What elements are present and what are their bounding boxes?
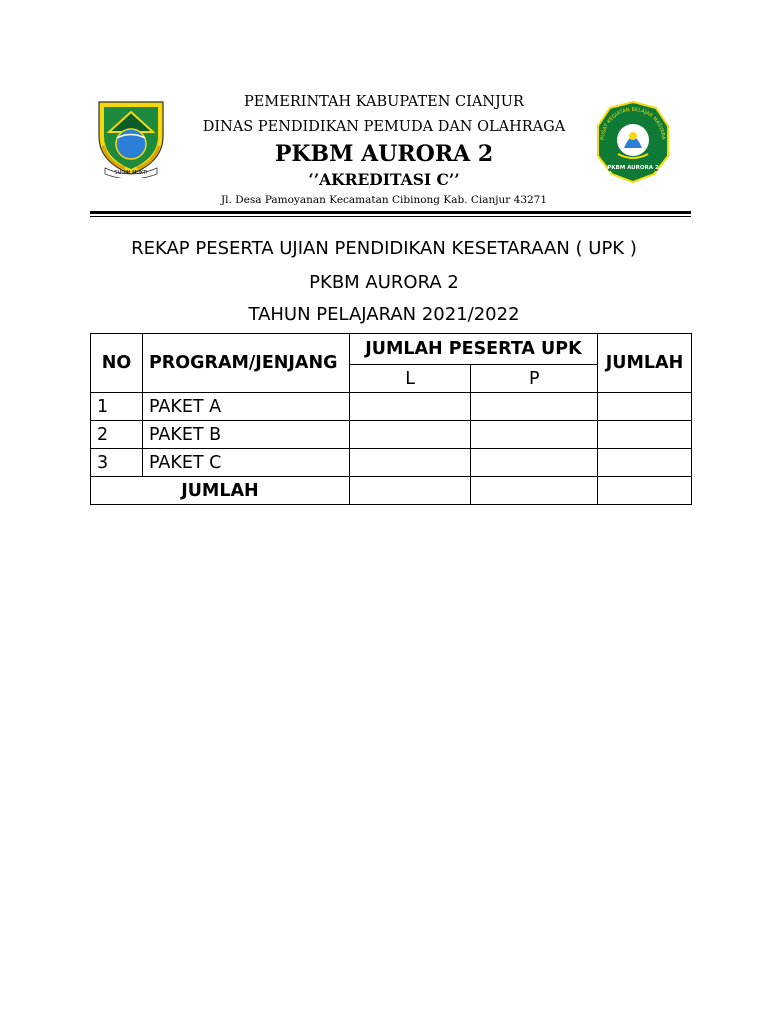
footer-female	[471, 477, 598, 505]
department-name: DINAS PENDIDIKAN PEMUDA DAN OLAHRAGA	[202, 119, 566, 135]
header-female: P	[471, 365, 598, 393]
row-program: PAKET B	[142, 421, 349, 449]
letterhead-rule-thick	[90, 211, 691, 214]
row-total	[597, 449, 691, 477]
academic-year: TAHUN PELAJARAN 2021/2022	[248, 304, 520, 325]
header-no: NO	[91, 334, 143, 393]
emblem-arc-text: PUSAT KEGIATAN BELAJAR MASYARA	[599, 106, 667, 141]
pkbm-aurora-emblem-icon	[594, 100, 672, 184]
institution-name: PKBM AURORA 2	[274, 141, 494, 167]
footer-label: JUMLAH	[91, 477, 350, 505]
table-header-row	[91, 334, 692, 365]
table-footer-row	[91, 477, 692, 505]
row-male	[349, 393, 471, 421]
row-no: 1	[91, 393, 143, 421]
row-male	[349, 421, 471, 449]
institution-address: Jl. Desa Pamoyanan Kecamatan Cibinong Kab. Cianjur 43271	[220, 194, 548, 206]
table-row	[91, 449, 692, 477]
document-title: REKAP PESERTA UJIAN PENDIDIKAN KESETARAAN ( UPK )	[131, 238, 637, 259]
cianjur-regency-emblem-icon	[95, 98, 167, 178]
table-row	[91, 393, 692, 421]
row-no: 3	[91, 449, 143, 477]
letterhead-rule-thin	[90, 216, 691, 217]
footer-total	[597, 477, 691, 505]
recap-table	[90, 333, 692, 505]
accreditation-status: ‘’AKREDITASI C’’	[308, 170, 460, 189]
row-female	[471, 421, 598, 449]
emblem-name: PKBM AURORA 2	[607, 165, 659, 171]
table-row	[91, 421, 692, 449]
row-female	[471, 449, 598, 477]
row-total	[597, 393, 691, 421]
row-no: 2	[91, 421, 143, 449]
document-subtitle: PKBM AURORA 2	[309, 272, 459, 293]
row-female	[471, 393, 598, 421]
letterhead	[0, 0, 768, 230]
row-program: PAKET A	[142, 393, 349, 421]
header-participants: JUMLAH PESERTA UPK	[349, 334, 597, 365]
government-name: PEMERINTAH KABUPATEN CIANJUR	[244, 94, 524, 110]
emblem-motto: SUGIH MUKTI	[114, 170, 148, 176]
row-total	[597, 421, 691, 449]
row-male	[349, 449, 471, 477]
row-program: PAKET C	[142, 449, 349, 477]
footer-male	[349, 477, 471, 505]
header-total: JUMLAH	[597, 334, 691, 393]
header-male: L	[349, 365, 471, 393]
header-program: PROGRAM/JENJANG	[142, 334, 349, 393]
